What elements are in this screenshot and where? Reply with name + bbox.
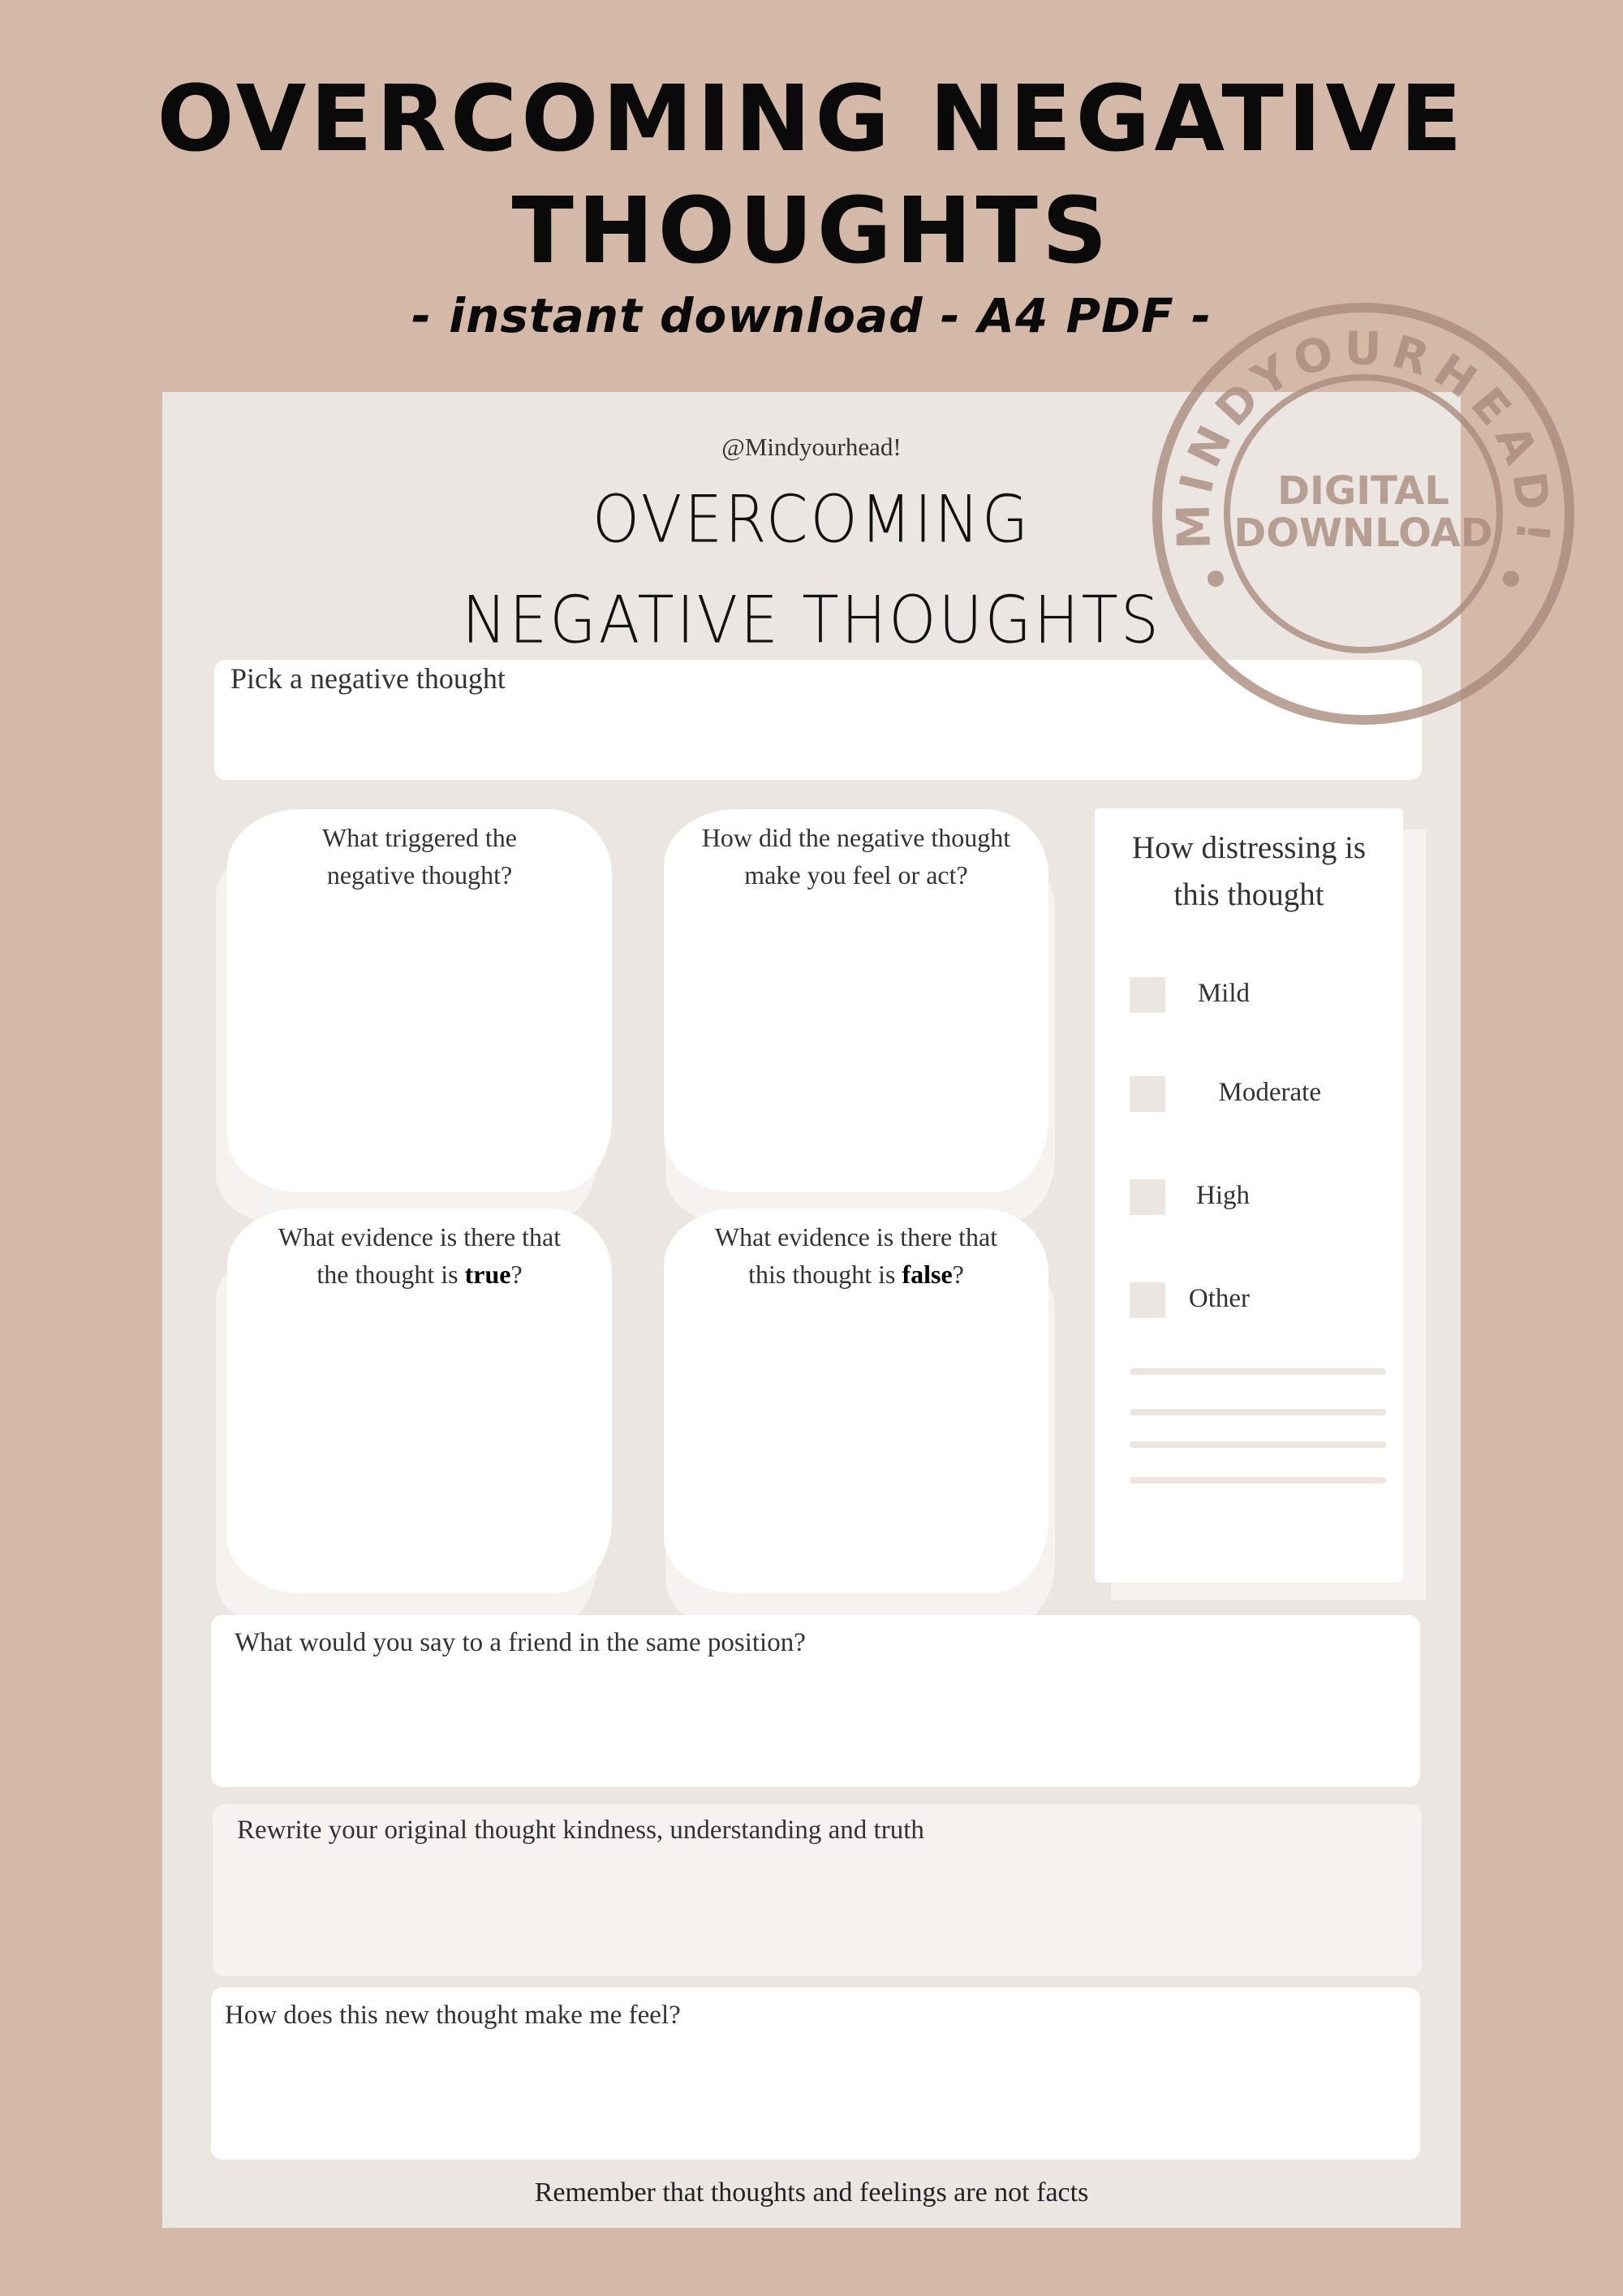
distress-title: How distressing is this thought	[1131, 830, 1367, 912]
distress-option-mild[interactable]	[1130, 977, 1389, 1013]
rewrite-box[interactable]	[213, 1804, 1422, 1976]
evidence-true-bold: true	[464, 1260, 511, 1289]
write-line[interactable]	[1130, 1477, 1386, 1484]
worksheet-title-line1: OVERCOMING	[592, 481, 1031, 558]
distress-option-other[interactable]	[1130, 1282, 1389, 1318]
stamp-dot-right	[1503, 571, 1519, 587]
write-line[interactable]	[1130, 1441, 1386, 1448]
friend-box[interactable]	[211, 1615, 1420, 1787]
distress-option-label: Other	[1188, 1284, 1250, 1313]
trigger-box[interactable]	[227, 809, 612, 1192]
write-line[interactable]	[1130, 1368, 1386, 1375]
evidence-true-box[interactable]	[227, 1208, 612, 1593]
rewrite-label: Rewrite your original thought kindness, understanding and truth	[237, 1816, 924, 1845]
feel-label: How did the negative thought make you feel or act?	[701, 823, 1011, 890]
evidence-false-bold: false	[902, 1260, 953, 1289]
distress-option-label: Mild	[1197, 979, 1250, 1008]
evidence-true-prefix: What evidence is there that the thought is	[278, 1222, 562, 1289]
new-feel-label: How does this new thought make me feel?	[225, 2001, 681, 2030]
evidence-true-suffix: ?	[510, 1260, 523, 1289]
evidence-false-label	[664, 1218, 1048, 1293]
stamp-ring-text: MINDYOURHEAD!	[1167, 322, 1561, 554]
distress-card	[1095, 808, 1403, 1583]
distress-option-label: High	[1196, 1181, 1250, 1210]
footer-note: Remember that thoughts and feelings are not facts	[534, 2178, 1089, 2208]
banner-title-line1: OVERCOMING NEGATIVE	[157, 67, 1466, 172]
trigger-label: What triggered the negative thought?	[322, 823, 517, 890]
evidence-false-suffix: ?	[952, 1260, 964, 1289]
author-handle: @Mindyourhead!	[721, 433, 902, 461]
stamp-line1: DIGITAL	[1277, 468, 1449, 514]
worksheet-title-line2: NEGATIVE THOUGHTS	[462, 583, 1161, 658]
evidence-true-label	[227, 1218, 612, 1293]
new-feel-box[interactable]	[211, 1988, 1420, 2160]
stamp-dot-left	[1208, 571, 1224, 587]
evidence-false-box[interactable]	[664, 1208, 1048, 1593]
digital-download-stamp	[1152, 303, 1574, 725]
banner-title-line2: THOUGHTS	[511, 179, 1112, 284]
friend-label: What would you say to a friend in the same position?	[235, 1628, 806, 1657]
write-line[interactable]	[1130, 1409, 1386, 1415]
pick-thought-label: Pick a negative thought	[230, 662, 506, 695]
banner-subtitle: - instant download - A4 PDF -	[411, 288, 1212, 343]
distress-option-high[interactable]	[1130, 1179, 1389, 1215]
banner-title	[0, 63, 1623, 287]
distress-option-moderate[interactable]	[1130, 1076, 1389, 1112]
evidence-false-prefix: What evidence is there that this thought is	[714, 1222, 998, 1289]
stamp-line2: DOWNLOAD	[1233, 510, 1493, 556]
distress-option-label: Moderate	[1218, 1078, 1321, 1107]
feel-box[interactable]	[664, 809, 1048, 1192]
